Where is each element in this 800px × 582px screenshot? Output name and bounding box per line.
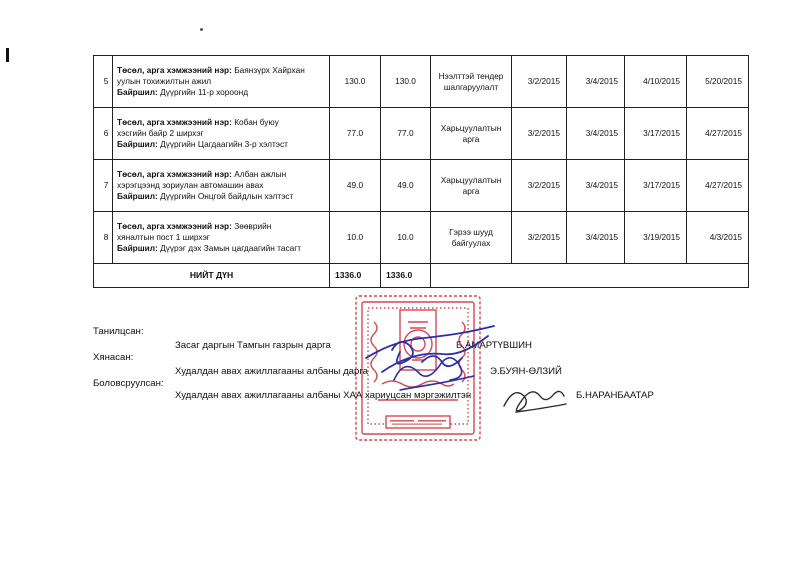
date-4: 4/27/2015: [687, 160, 749, 212]
project-name-line2: хяналтын пост 1 ширхэг: [117, 232, 210, 242]
approved-amount: 77.0: [381, 108, 431, 160]
location-text: Дүүргийн 11-р хороонд: [160, 87, 249, 97]
date-2: 3/4/2015: [567, 160, 625, 212]
method-line2: байгуулах: [451, 237, 491, 248]
project-name-line2: уулын тохижилтын ажил: [117, 76, 212, 86]
approved-amount: 130.0: [381, 56, 431, 108]
project-name-line2: хэсгийн байр 2 ширхэг: [117, 128, 204, 138]
project-label: Төсөл, арга хэмжээний нэр:: [117, 65, 232, 75]
project-name-line1: Албан ажлын: [234, 169, 287, 179]
date-1: 3/2/2015: [512, 160, 567, 212]
date-1: 3/2/2015: [512, 108, 567, 160]
date-2: 3/4/2015: [567, 108, 625, 160]
date-3: 3/19/2015: [625, 212, 687, 264]
method-line1: Харьцуулалтын: [440, 122, 502, 133]
date-2: 3/4/2015: [567, 212, 625, 264]
project-name-line2: хэрэгцээнд зориулан автомашин авах: [117, 180, 264, 190]
date-3: 3/17/2015: [625, 108, 687, 160]
project-label: Төсөл, арга хэмжээний нэр:: [117, 221, 232, 231]
date-4: 5/20/2015: [687, 56, 749, 108]
planned-amount: 10.0: [330, 212, 381, 264]
date-1: 3/2/2015: [512, 212, 567, 264]
prepared-title: Худалдан авах ажиллагааны албаны ХАА хариуцсан мэргэжилтэн: [175, 390, 472, 401]
project-name-line1: Кобан буюу: [234, 117, 279, 127]
acquainted-title: Засаг даргын Тамгын газрын дарга: [175, 340, 331, 351]
method-line2: шалгаруулалт: [443, 81, 499, 92]
total-planned-amount: 1336.0: [330, 264, 381, 288]
date-3: 4/10/2015: [625, 56, 687, 108]
project-label: Төсөл, арга хэмжээний нэр:: [117, 169, 232, 179]
reviewed-name: Э.БУЯН-ӨЛЗИЙ: [490, 366, 562, 377]
prepared-label: Боловсруулсан:: [93, 378, 164, 389]
row-number: 6: [103, 128, 109, 138]
location-label: Байршил:: [117, 139, 158, 149]
project-label: Төсөл, арга хэмжээний нэр:: [117, 117, 232, 127]
date-1: 3/2/2015: [512, 56, 567, 108]
prepared-name: Б.НАРАНБААТАР: [576, 390, 654, 401]
approved-amount: 49.0: [381, 160, 431, 212]
approved-amount: 10.0: [381, 212, 431, 264]
method-line1: Харьцуулалтын: [440, 174, 502, 185]
reviewed-title: Худалдан авах ажиллагааны албаны дарга: [175, 366, 368, 377]
planned-amount: 130.0: [330, 56, 381, 108]
method-line1: Гэрээ шууд: [449, 226, 493, 237]
acquainted-name: Б.АМАРТҮВШИН: [456, 340, 532, 351]
acquainted-label: Танилцсан:: [93, 326, 144, 337]
total-label: НИЙТ ДҮН: [94, 264, 330, 288]
date-3: 3/17/2015: [625, 160, 687, 212]
planned-amount: 77.0: [330, 108, 381, 160]
location-text: Дүүргийн Онцгой байдлын хэлтэст: [160, 191, 294, 201]
location-label: Байршил:: [117, 243, 158, 253]
date-2: 3/4/2015: [567, 56, 625, 108]
location-text: Дүүргийн Цагдаагийн 3-р хэлтэст: [160, 139, 288, 149]
planned-amount: 49.0: [330, 160, 381, 212]
date-4: 4/3/2015: [687, 212, 749, 264]
row-number: 5: [103, 76, 109, 86]
row-number: 7: [103, 180, 109, 190]
reviewed-label: Хянасан:: [93, 352, 134, 363]
location-label: Байршил:: [117, 191, 158, 201]
location-text: Дүүрэг дэх Замын цагдаагийн тасагт: [160, 243, 302, 253]
project-name-line1: Зөөврийн: [234, 221, 272, 231]
signature-buyan-olziy: [390, 350, 480, 400]
method-line2: арга: [462, 133, 480, 144]
method-line1: Нээлттэй тендер: [438, 70, 504, 81]
location-label: Байршил:: [117, 87, 158, 97]
date-4: 4/27/2015: [687, 108, 749, 160]
method-line2: арга: [462, 185, 480, 196]
signature-naranbaatar: [500, 382, 572, 422]
total-approved-amount: 1336.0: [381, 264, 431, 288]
project-name-line1: Баянзүрх Хайрхан: [234, 65, 305, 75]
row-number: 8: [103, 232, 109, 242]
